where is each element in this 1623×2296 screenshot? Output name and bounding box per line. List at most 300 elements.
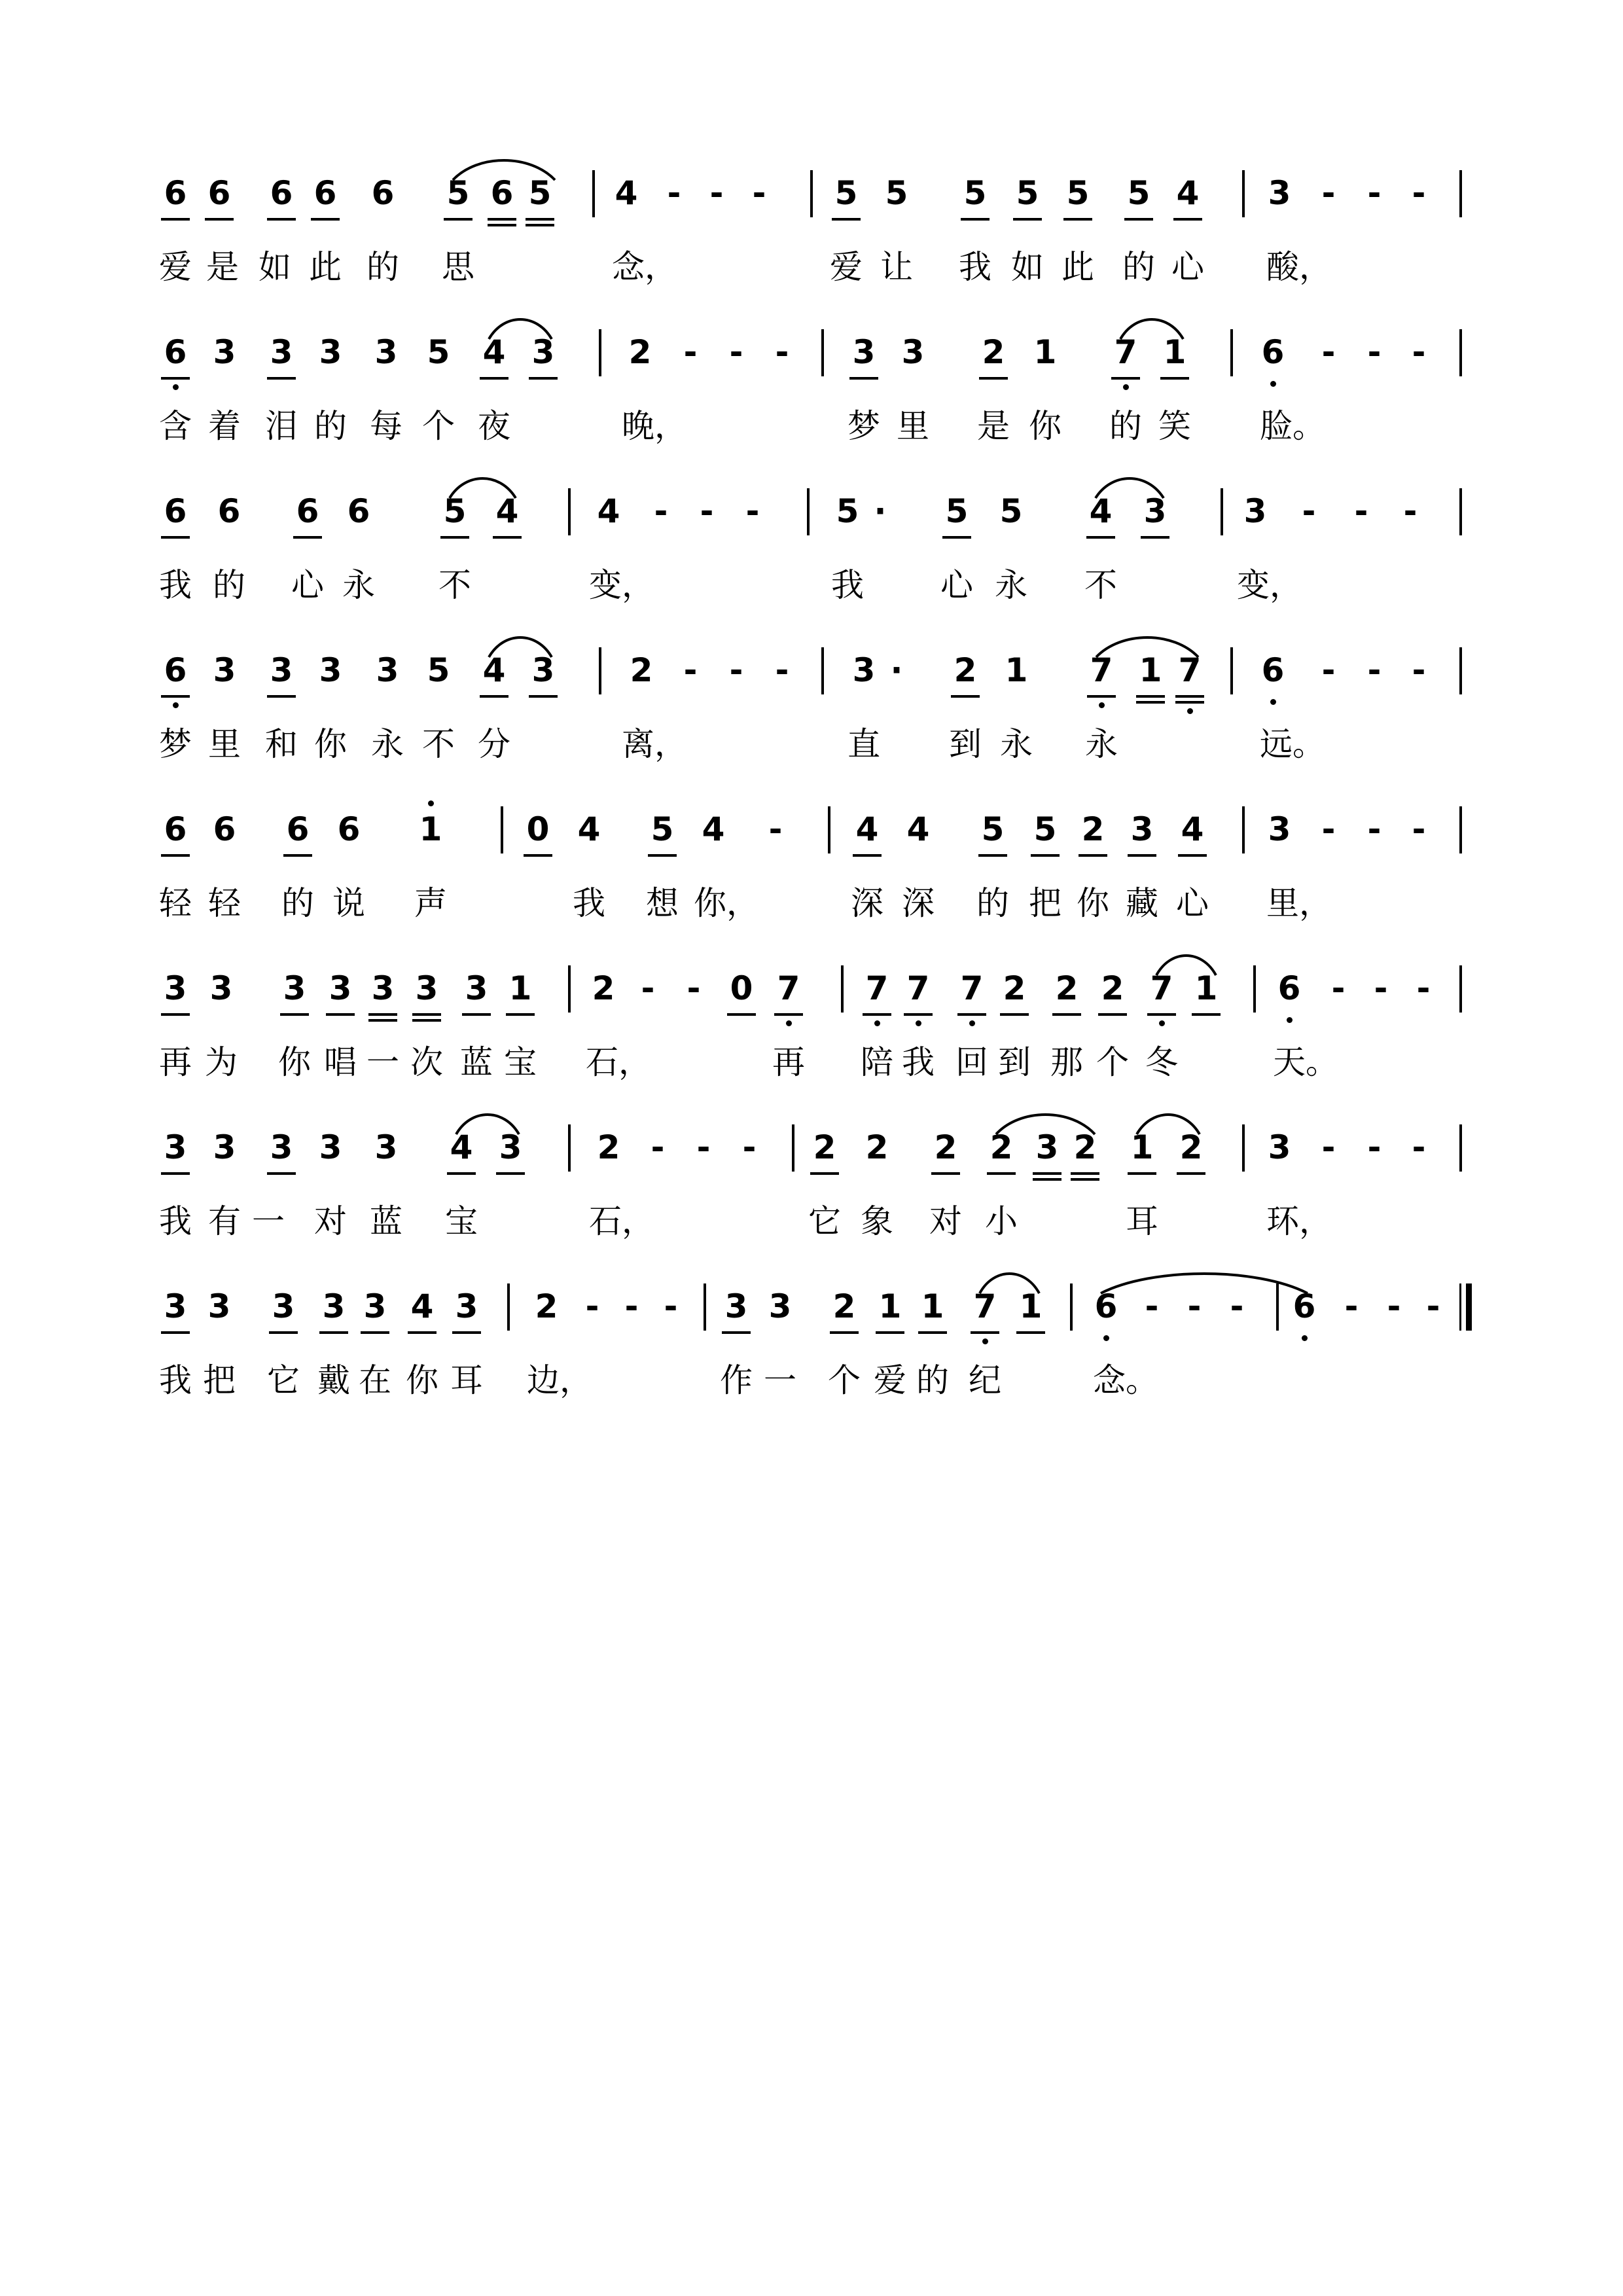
extension-dash: - xyxy=(651,1128,665,1166)
extension-dash: - xyxy=(654,492,668,530)
octave-dot-low xyxy=(786,1020,792,1026)
lyric-syllable: 梦 xyxy=(847,407,880,445)
underline xyxy=(524,854,552,857)
note: 2 xyxy=(1003,969,1026,1007)
barline xyxy=(1230,647,1233,694)
note: 3 xyxy=(1268,174,1291,212)
extension-dash: - xyxy=(1412,174,1426,212)
score-system xyxy=(0,1121,1623,1259)
note: 5 xyxy=(427,651,450,689)
lyric-syllable: 那 xyxy=(1050,1043,1083,1081)
underline xyxy=(832,218,861,221)
note: 6 xyxy=(1261,333,1285,371)
underline xyxy=(979,377,1008,380)
octave-dot-low xyxy=(874,1020,880,1026)
tie-arc xyxy=(448,476,517,502)
extension-dash: - xyxy=(1403,492,1418,530)
note: 3 xyxy=(531,333,555,371)
lyric-syllable: 有 xyxy=(208,1202,241,1240)
note: 3 xyxy=(207,1287,231,1325)
barline xyxy=(1253,965,1256,1013)
note: 3 xyxy=(376,651,399,689)
note: 1 xyxy=(1130,1128,1154,1166)
lyric-syllable: 我 xyxy=(159,566,192,604)
note: 3 xyxy=(852,651,876,689)
underline xyxy=(267,218,296,221)
underline xyxy=(1063,218,1092,221)
lyric-syllable: 的 xyxy=(281,884,314,922)
lyric-syllable: 对 xyxy=(314,1202,347,1240)
extension-dash: - xyxy=(1321,1128,1336,1166)
tie-arc xyxy=(1135,1112,1201,1138)
lyric-syllable: 离， xyxy=(622,725,687,763)
underline xyxy=(496,1172,525,1175)
note: 7 xyxy=(973,1287,997,1325)
tie-arc xyxy=(1095,635,1200,661)
barline xyxy=(1242,806,1245,853)
underline xyxy=(942,536,971,539)
note: 4 xyxy=(577,810,601,848)
underline xyxy=(161,1331,190,1334)
note: 5 xyxy=(981,810,1005,848)
lyric-syllable: 心 xyxy=(1176,884,1209,922)
underline xyxy=(1128,1172,1156,1175)
note: 7 xyxy=(906,969,930,1007)
note: 4 xyxy=(855,810,879,848)
note: 1 xyxy=(1139,651,1162,689)
note: 5 xyxy=(999,492,1023,530)
note: 5 xyxy=(963,174,987,212)
lyric-syllable: 梦 xyxy=(159,725,192,763)
tie-arc xyxy=(488,317,553,343)
barline xyxy=(1459,170,1462,217)
lyric-syllable: 蓝 xyxy=(460,1043,493,1081)
lyric-syllable: 的 xyxy=(976,884,1009,922)
underline xyxy=(1031,854,1060,857)
underline xyxy=(1177,1172,1205,1175)
lyric-syllable: 我 xyxy=(159,1202,192,1240)
lyric-syllable: 纪 xyxy=(969,1361,1001,1399)
note: 5 xyxy=(836,492,859,530)
final-barline-thin xyxy=(1459,1283,1461,1331)
note: 3 xyxy=(1130,810,1154,848)
note: 3 xyxy=(319,651,342,689)
note: 2 xyxy=(1179,1128,1203,1166)
note: 4 xyxy=(1176,174,1200,212)
lyric-syllable: 陪 xyxy=(861,1043,893,1081)
extension-dash: - xyxy=(624,1287,639,1325)
underline xyxy=(368,1019,397,1022)
underline xyxy=(161,218,190,221)
note: 3 xyxy=(1035,1128,1059,1166)
note: 3 xyxy=(455,1287,478,1325)
underline xyxy=(283,854,312,857)
lyric-syllable: 永 xyxy=(342,566,375,604)
lyric-syllable: 远。 xyxy=(1260,725,1325,763)
lyric-syllable: 在 xyxy=(359,1361,391,1399)
lyric-syllable: 它 xyxy=(808,1202,841,1240)
lyric-syllable: 夜 xyxy=(478,407,510,445)
extension-dash: - xyxy=(709,174,724,212)
underline xyxy=(280,1013,309,1016)
note: 3 xyxy=(531,651,555,689)
note: 4 xyxy=(1181,810,1204,848)
barline xyxy=(821,329,824,376)
note: 6 xyxy=(490,174,514,212)
underline xyxy=(452,1331,481,1334)
extension-dash: - xyxy=(1321,333,1336,371)
lyric-syllable: 再 xyxy=(772,1043,805,1081)
lyric-syllable: 不 xyxy=(422,725,455,763)
tie-arc xyxy=(452,158,556,184)
lyric-syllable: 深 xyxy=(851,884,883,922)
lyric-syllable: 它 xyxy=(267,1361,300,1399)
note: 5 xyxy=(1016,174,1039,212)
score-system xyxy=(0,167,1623,304)
underline xyxy=(722,1331,751,1334)
underline xyxy=(506,1013,535,1016)
score-system xyxy=(0,326,1623,463)
underline xyxy=(1192,1013,1221,1016)
barline xyxy=(592,170,595,217)
underline xyxy=(1033,1178,1061,1181)
barline xyxy=(1459,488,1462,535)
note: 3 xyxy=(213,651,236,689)
note: 2 xyxy=(1101,969,1124,1007)
lyric-syllable: 回 xyxy=(955,1043,988,1081)
barline xyxy=(1459,1124,1462,1172)
note: 6 xyxy=(270,174,293,212)
lyric-syllable: 一 xyxy=(764,1361,796,1399)
extension-dash: - xyxy=(1367,174,1382,212)
extension-dash: - xyxy=(745,492,760,530)
lyric-syllable: 是 xyxy=(977,407,1010,445)
underline xyxy=(987,1172,1016,1175)
underline xyxy=(480,695,508,698)
underline xyxy=(1052,1013,1081,1016)
extension-dash: - xyxy=(1367,333,1382,371)
octave-dot-low xyxy=(1287,1017,1293,1023)
extension-dash: - xyxy=(1321,810,1336,848)
lyric-syllable: 一 xyxy=(366,1043,399,1081)
barline xyxy=(501,806,503,853)
underline xyxy=(311,218,340,221)
lyric-syllable: 深 xyxy=(902,884,935,922)
note-row xyxy=(0,803,1623,882)
lyric-syllable: 里 xyxy=(897,407,929,445)
note: 3 xyxy=(415,969,438,1007)
lyric-syllable: 酸， xyxy=(1266,248,1332,286)
underline xyxy=(161,1013,190,1016)
barline xyxy=(507,1283,510,1331)
lyric-syllable: 宝 xyxy=(445,1202,478,1240)
octave-dot-low xyxy=(173,384,179,390)
lyric-syllable: 变， xyxy=(589,566,654,604)
note: 6 xyxy=(1094,1287,1118,1325)
lyric-syllable: 耳 xyxy=(1126,1202,1158,1240)
score-system xyxy=(0,644,1623,781)
underline xyxy=(830,1331,859,1334)
note: 3 xyxy=(465,969,488,1007)
lyric-syllable: 作 xyxy=(720,1361,753,1399)
extension-dash: - xyxy=(696,1128,711,1166)
underline xyxy=(978,854,1007,857)
note: 6 xyxy=(217,492,241,530)
lyric-syllable: 把 xyxy=(203,1361,236,1399)
lyric-syllable: 直 xyxy=(847,725,880,763)
barline xyxy=(704,1283,706,1331)
extension-dash: - xyxy=(729,651,743,689)
lyric-syllable: 我 xyxy=(573,884,605,922)
underline xyxy=(293,536,322,539)
note: 6 xyxy=(164,333,187,371)
note: 4 xyxy=(615,174,638,212)
note: 2 xyxy=(1081,810,1105,848)
note: 6 xyxy=(337,810,361,848)
underline xyxy=(440,536,469,539)
note: 6 xyxy=(164,651,187,689)
underline xyxy=(876,1331,904,1334)
underline xyxy=(1175,701,1204,704)
note: 2 xyxy=(1073,1128,1097,1166)
note: 3 xyxy=(329,969,352,1007)
octave-dot-low xyxy=(1302,1335,1308,1341)
lyric-syllable: 分 xyxy=(478,725,510,763)
lyric-syllable: 心 xyxy=(940,566,973,604)
underline xyxy=(488,218,516,221)
note: 3 xyxy=(270,651,293,689)
note: 7 xyxy=(865,969,889,1007)
lyric-syllable: 念。 xyxy=(1093,1361,1158,1399)
extension-dash: - xyxy=(1230,1287,1244,1325)
underline xyxy=(1124,218,1153,221)
extension-dash: - xyxy=(1374,969,1388,1007)
note: 3 xyxy=(270,333,293,371)
note: 6 xyxy=(296,492,319,530)
underline xyxy=(1079,854,1107,857)
lyric-syllable: 藏 xyxy=(1126,884,1158,922)
underline xyxy=(1086,536,1115,539)
extension-dash: - xyxy=(683,651,698,689)
underline xyxy=(447,1172,476,1175)
note: 5 xyxy=(1127,174,1150,212)
note: 7 xyxy=(777,969,800,1007)
lyric-syllable: 蓝 xyxy=(370,1202,402,1240)
note: 3 xyxy=(1143,492,1167,530)
lyric-syllable: 戴 xyxy=(317,1361,350,1399)
barline xyxy=(1230,329,1233,376)
lyric-syllable: 思 xyxy=(442,248,474,286)
note: 3 xyxy=(374,1128,398,1166)
underline xyxy=(1033,1172,1061,1175)
extension-dash: - xyxy=(729,333,743,371)
note: 7 xyxy=(1114,333,1137,371)
score-system xyxy=(0,803,1623,941)
extension-dash: - xyxy=(1412,651,1426,689)
lyric-syllable: 此 xyxy=(309,248,342,286)
underline xyxy=(319,1331,348,1334)
tie-arc xyxy=(455,1112,520,1138)
note: 4 xyxy=(906,810,930,848)
lyric-syllable: 每 xyxy=(370,407,402,445)
underline xyxy=(205,218,234,221)
lyric-syllable: 宝 xyxy=(504,1043,537,1081)
lyric-syllable: 永 xyxy=(371,725,404,763)
underline xyxy=(161,695,190,698)
octave-dot-low xyxy=(982,1338,988,1344)
lyric-syllable: 一 xyxy=(252,1202,285,1240)
note: 2 xyxy=(630,651,653,689)
underline xyxy=(904,1013,933,1016)
underline xyxy=(462,1013,491,1016)
lyric-syllable: 晚， xyxy=(622,407,687,445)
extension-dash: - xyxy=(1354,492,1368,530)
lyric-syllable: 脸。 xyxy=(1260,407,1325,445)
lyric-syllable: 你 xyxy=(278,1043,311,1081)
lyric-syllable: 到 xyxy=(998,1043,1031,1081)
lyric-syllable: 个 xyxy=(1096,1043,1129,1081)
lyric-syllable: 变， xyxy=(1237,566,1302,604)
barline xyxy=(568,1124,571,1172)
note: 0 xyxy=(730,969,753,1007)
octave-dot-low xyxy=(1270,381,1276,387)
barline xyxy=(841,965,844,1013)
note: 6 xyxy=(164,174,187,212)
note: 3 xyxy=(213,1128,236,1166)
extension-dash: - xyxy=(1367,651,1382,689)
underline xyxy=(161,1172,190,1175)
lyric-syllable: 我 xyxy=(959,248,991,286)
note: 2 xyxy=(592,969,615,1007)
lyric-syllable: 你 xyxy=(314,725,347,763)
note: 1 xyxy=(921,1287,944,1325)
underline xyxy=(269,1331,298,1334)
note: 3 xyxy=(164,1287,187,1325)
note: 2 xyxy=(934,1128,957,1166)
tie-arc xyxy=(1099,1271,1309,1297)
lyric-syllable: 说 xyxy=(332,884,365,922)
score-system xyxy=(0,485,1623,622)
note: 5 xyxy=(1066,174,1090,212)
lyric-syllable: 唱 xyxy=(324,1043,357,1081)
note-row xyxy=(0,1280,1623,1359)
barline xyxy=(599,329,601,376)
lyric-syllable: 你 xyxy=(406,1361,438,1399)
lyric-syllable: 爱 xyxy=(874,1361,906,1399)
note: 3 xyxy=(724,1287,748,1325)
note: 3 xyxy=(319,333,342,371)
extension-dash: - xyxy=(1331,969,1346,1007)
note: 6 xyxy=(286,810,310,848)
lyric-syllable: 把 xyxy=(1029,884,1061,922)
lyric-syllable: 如 xyxy=(259,248,291,286)
underline xyxy=(526,218,554,221)
underline xyxy=(326,1013,355,1016)
lyric-syllable: 如 xyxy=(1011,248,1044,286)
lyric-syllable: 石， xyxy=(589,1202,654,1240)
lyric-syllable: 石， xyxy=(586,1043,651,1081)
octave-dot-low xyxy=(1187,708,1193,714)
underline xyxy=(1160,377,1189,380)
underline xyxy=(971,1331,999,1334)
underline xyxy=(918,1331,947,1334)
underline xyxy=(951,695,980,698)
lyric-syllable: 永 xyxy=(995,566,1027,604)
note: 3 xyxy=(374,333,398,371)
note: 7 xyxy=(1150,969,1173,1007)
lyric-syllable: 冬 xyxy=(1145,1043,1178,1081)
extension-dash: - xyxy=(1412,810,1426,848)
underline xyxy=(526,224,554,226)
lyric-syllable: 耳 xyxy=(450,1361,483,1399)
underline xyxy=(267,377,296,380)
barline xyxy=(1070,1283,1073,1331)
lyric-syllable: 里， xyxy=(1266,884,1332,922)
note: 5 xyxy=(885,174,908,212)
lyric-syllable: 不 xyxy=(438,566,471,604)
underline xyxy=(1098,1013,1127,1016)
barline xyxy=(1242,170,1245,217)
underline xyxy=(529,377,558,380)
underline xyxy=(493,536,522,539)
lyric-syllable: 永 xyxy=(1000,725,1033,763)
note: 3 xyxy=(901,333,925,371)
underline xyxy=(931,1172,960,1175)
note: · xyxy=(890,651,903,689)
underline xyxy=(810,1172,839,1175)
underline xyxy=(1178,854,1207,857)
lyric-syllable: 爱 xyxy=(159,248,192,286)
lyric-syllable: 泪 xyxy=(265,407,298,445)
underline xyxy=(1013,218,1042,221)
note: 6 xyxy=(1277,969,1301,1007)
lyric-syllable: 我 xyxy=(902,1043,935,1081)
lyric-syllable: 个 xyxy=(422,407,455,445)
note: 3 xyxy=(319,1128,342,1166)
underline xyxy=(529,695,558,698)
extension-dash: - xyxy=(1426,1287,1440,1325)
note: 6 xyxy=(1261,651,1285,689)
lyric-syllable: 你 xyxy=(1029,407,1061,445)
tie-arc xyxy=(488,635,553,661)
note: 6 xyxy=(347,492,370,530)
underline xyxy=(408,1331,437,1334)
lyric-syllable: 为 xyxy=(205,1043,238,1081)
barline xyxy=(1459,329,1462,376)
barline xyxy=(828,806,830,853)
tie-arc xyxy=(1094,476,1165,502)
lyric-syllable: 小 xyxy=(985,1202,1018,1240)
note: 7 xyxy=(1178,651,1202,689)
lyric-syllable: 的 xyxy=(1109,407,1142,445)
extension-dash: - xyxy=(775,333,789,371)
lyric-syllable: 再 xyxy=(159,1043,192,1081)
extension-dash: - xyxy=(1321,651,1336,689)
underline xyxy=(267,695,296,698)
lyric-syllable: 念， xyxy=(612,248,677,286)
extension-dash: - xyxy=(641,969,655,1007)
note: 1 xyxy=(878,1287,902,1325)
lyric-syllable: 永 xyxy=(1085,725,1118,763)
extension-dash: - xyxy=(752,174,766,212)
note: 3 xyxy=(1268,1128,1291,1166)
note: 4 xyxy=(702,810,725,848)
underline xyxy=(368,1013,397,1016)
underline xyxy=(161,854,190,857)
underline xyxy=(961,218,990,221)
underline xyxy=(1071,1172,1099,1175)
underline xyxy=(849,377,878,380)
